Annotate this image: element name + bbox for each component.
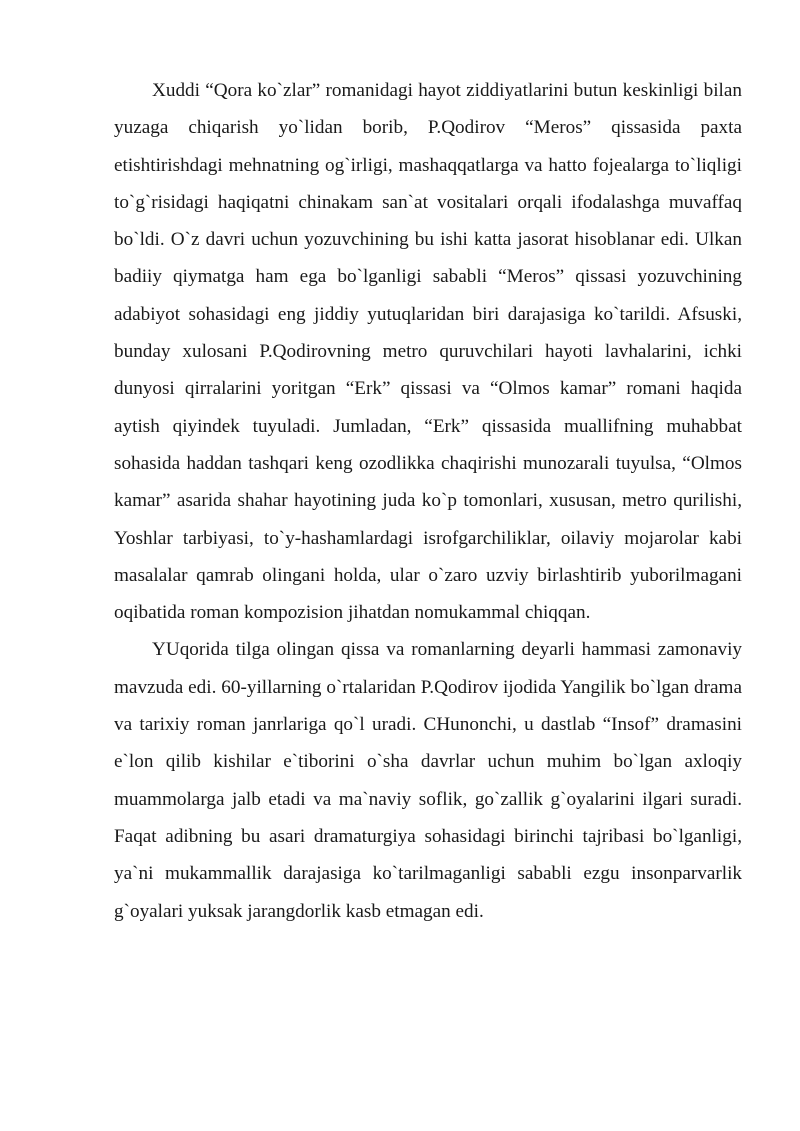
body-text xyxy=(114,72,742,930)
paragraph-2: YUqorida tilga olingan qissa va romanlarning deyarli hammasi zamonaviy mavzuda edi. 60-yillarning o`rtalaridan P.Qodirov ijodida Yangilik bo`lgan drama va tarixiy roman janrlariga qo`l uradi. CHunonchi, u dastlab “Insof” dramasini e`lon qilib kishilar e`tiborini o`sha davrlar uchun muhim bo`lgan axloqiy muammolarga jalb etadi va ma`naviy soflik, go`zallik g`oyalarini ilgari suradi. Faqat adibning bu asari dramaturgiya sohasidagi birinchi tajribasi bo`lganligi, ya`ni mukammallik darajasiga ko`tarilmaganligi sababli ezgu insonparvarlik g`oyalari yuksak jarangdorlik kasb etmagan edi. xyxy=(114,639,742,922)
paragraph-1: Xuddi “Qora ko`zlar” romanidagi hayot ziddiyatlarini butun keskinligi bilan yuzaga chiqarish yo`lidan borib, P.Qodirov “Meros” qissasida paxta etishtirishdagi mehnatning og`irligi, mashaqqatlarga va hatto fojealarga to`liqligi to`g`risidagi haqiqatni chinakam san`at vositalari orqali ifodalashga muvaffaq bo`ldi. O`z davri uchun yozuvchining bu ishi katta jasorat hisoblanar edi. Ulkan badiiy qiymatga ham ega bo`lganligi sababli “Meros” qissasi yozuvchining adabiyot sohasidagi eng jiddiy yutuqlaridan biri darajasiga ko`tarildi. Afsuski, bunday xulosani P.Qodirovning metro quruvchilari hayoti lavhalarini, ichki dunyosi qirralarini yoritgan “Erk” qissasi va “Olmos kamar” romani haqida aytish qiyindek tuyuladi. Jumladan, “Erk” qissasida muallifning muhabbat sohasida haddan tashqari keng ozodlikka chaqirishi munozarali tuyulsa, “Olmos kamar” asarida shahar hayotining juda ko`p tomonlari, xususan, metro qurilishi, Yoshlar tarbiyasi, to`y-hashamlardagi isrofgarchiliklar, oilaviy mojarolar kabi masalalar qamrab olingani holda, ular o`zaro uzviy birlashtirib yuborilmagani oqibatida roman kompozision jihatdan nomukammal chiqqan. xyxy=(114,80,742,624)
